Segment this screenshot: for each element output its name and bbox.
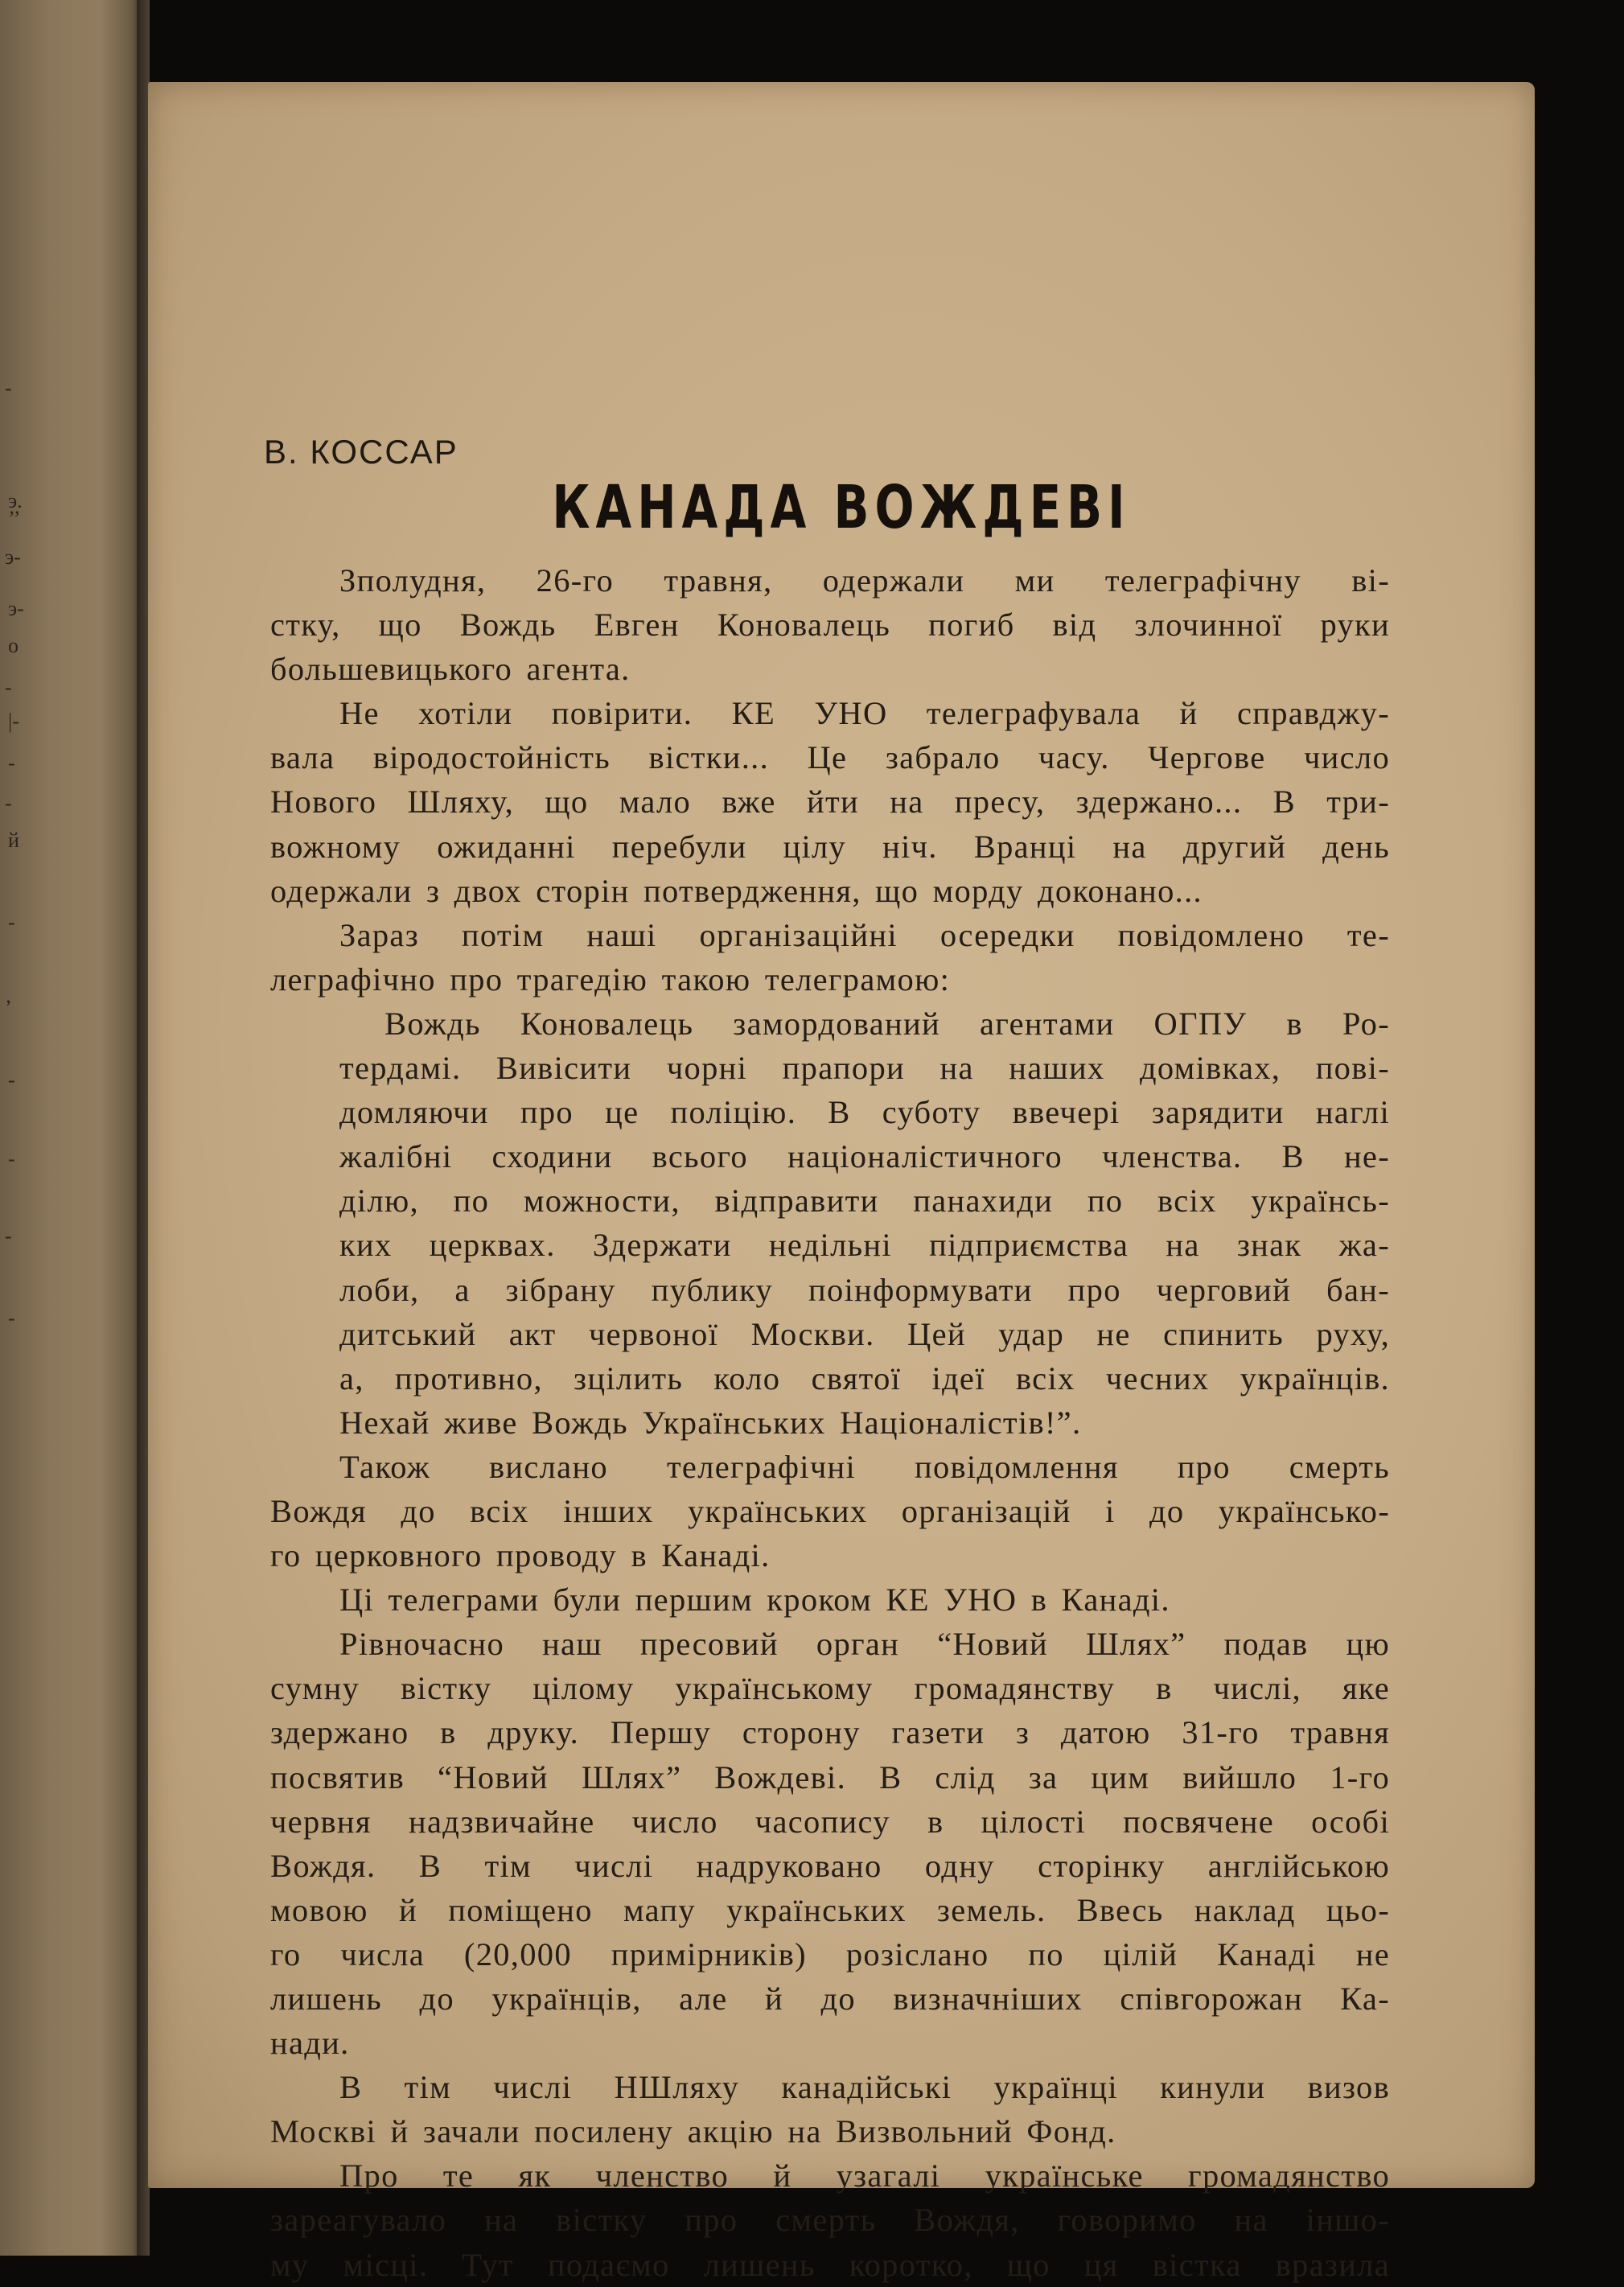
previous-page-text-fragment: ’ [5,996,12,1019]
text-line: Нехай живе Вождь Українських Націоналістів!”. [339,1404,1082,1441]
text-line: тердамі. Вивісити чорні прапори на наших домівках, пові- [339,1050,1390,1087]
previous-page-text-fragment: о [8,634,19,657]
text-line: Також вислано телеграфічні повідомлення про смерть [339,1448,1390,1485]
previous-page-text-fragment: |- [8,710,19,733]
previous-page-text-fragment: - [8,751,15,775]
text-line: а, противно, зцілить коло святої ідеї всіх чесних українців. [339,1359,1390,1396]
text-line: Ці телеграми були першим кроком КЕ УНО в Канаді. [339,1582,1170,1619]
text-line: Зполудня, 26-го травня, одержали ми телеграфічну ві- [339,562,1390,598]
text-line: червня надзвичайне число часопису в цілості посвячене особі [270,1803,1390,1840]
article-body [270,558,1390,2287]
text-line: Про те як членство й узагалі українське громадянство [339,2157,1390,2194]
text-line: мовою й поміщено мапу українських земель. Ввесь наклад цьо- [270,1891,1390,1928]
text-line: нади. [270,2025,350,2062]
previous-page-text-fragment: - [8,1068,15,1092]
previous-page-text-fragment: - [5,1224,12,1248]
previous-page-edge [0,0,143,2256]
text-line: посвятив “Новий Шлях” Вождеві. В слід за цим вийшло 1-го [270,1758,1390,1795]
previous-page-text-fragment: - [5,376,12,400]
text-line: Москві й зачали посилену акцію на Визвольний Фонд. [270,2113,1116,2150]
text-line: вожному ожиданні перебули цілу ніч. Вранці на другий день [270,828,1390,865]
text-line: стку, що Вождь Евген Коновалець погиб від злочинної руки [270,607,1390,644]
text-line: жалібні сходини всього націоналістичного членства. В не- [339,1138,1390,1175]
text-line: лоби, а зібрану публику поінформувати про черговий бан- [339,1271,1390,1308]
text-line: ділю, по можности, відправити панахиди по всіх українсь- [339,1183,1390,1220]
book-page [148,82,1535,2283]
text-line: дитський акт червоної Москви. Цей удар не спинить руху, [339,1315,1390,1352]
previous-page-text-fragment: - [8,1306,15,1330]
previous-page-text-fragment: - [8,911,15,934]
text-line: домляючи про це поліцію. В суботу ввечері зарядити наглі [339,1094,1390,1131]
text-line: Зараз потім наші організаційні осередки повідомлено те- [339,916,1390,953]
text-line: Вождя. В тім числі надруковано одну сторінку англійською [270,1847,1390,1884]
previous-page-text-fragment: - [8,1147,15,1170]
previous-page-text-fragment: э- [8,597,24,620]
text-line: Вождь Коновалець замордований агентами ОГПУ в Ро- [384,1005,1390,1042]
text-line: большевицького агента. [270,651,631,688]
previous-page-text-fragment: - [5,792,12,815]
text-line: лишень до українців, але й до визначніших співгорожан Ка- [270,1981,1390,2017]
text-line: Рівночасно наш пресовий орган “Новий Шлях” подав цю [339,1626,1390,1663]
text-line: леграфічно про трагедію такою телеграмою: [270,960,951,997]
author-name: В. КОССАР [264,433,458,471]
text-line: ких церквах. Здержати недільні підприємства на знак жа- [339,1227,1390,1264]
text-line: му місці. Тут подаємо лишень коротко, що ця вістка вразила [270,2246,1390,2283]
text-line: Не хотіли повірити. КЕ УНО телеграфувала й справджу- [339,695,1390,732]
text-line: вала віродостойність вістки... Це забрало часу. Чергове число [270,739,1390,776]
previous-page-text-fragment: ’’ [8,507,21,530]
text-line: В тім числі НШляху канадійські українці кинули визов [339,2069,1390,2106]
text-line: сумну вістку цілому українському громадянству в числі, яке [270,1670,1390,1707]
previous-page-text-fragment: э- [5,545,21,569]
previous-page-text-fragment: й [8,829,19,852]
text-line: Вождя до всіх інших українських організацій і до українсько- [270,1492,1390,1529]
text-line: го числа (20,000 примірників) розіслано по цілій Канаді не [270,1935,1390,1972]
text-line: зареагувало на вістку про смерть Вождя, говоримо на іншо- [270,2202,1390,2239]
text-line: го церковного проводу в Канаді. [270,1537,771,1574]
article-title: КАНАДА ВОЖДЕВІ [552,473,1131,542]
text-line: Нового Шляху, що мало вже йти на пресу, здержано... В три- [270,784,1390,821]
text-line: одержали з двох сторін потвердження, що морду доконано... [270,872,1203,909]
previous-page-text-fragment: э. [8,489,23,512]
text-line: здержано в друку. Першу сторону газети з датою 31-го травня [270,1714,1390,1751]
previous-page-text-fragment: - [5,676,12,699]
